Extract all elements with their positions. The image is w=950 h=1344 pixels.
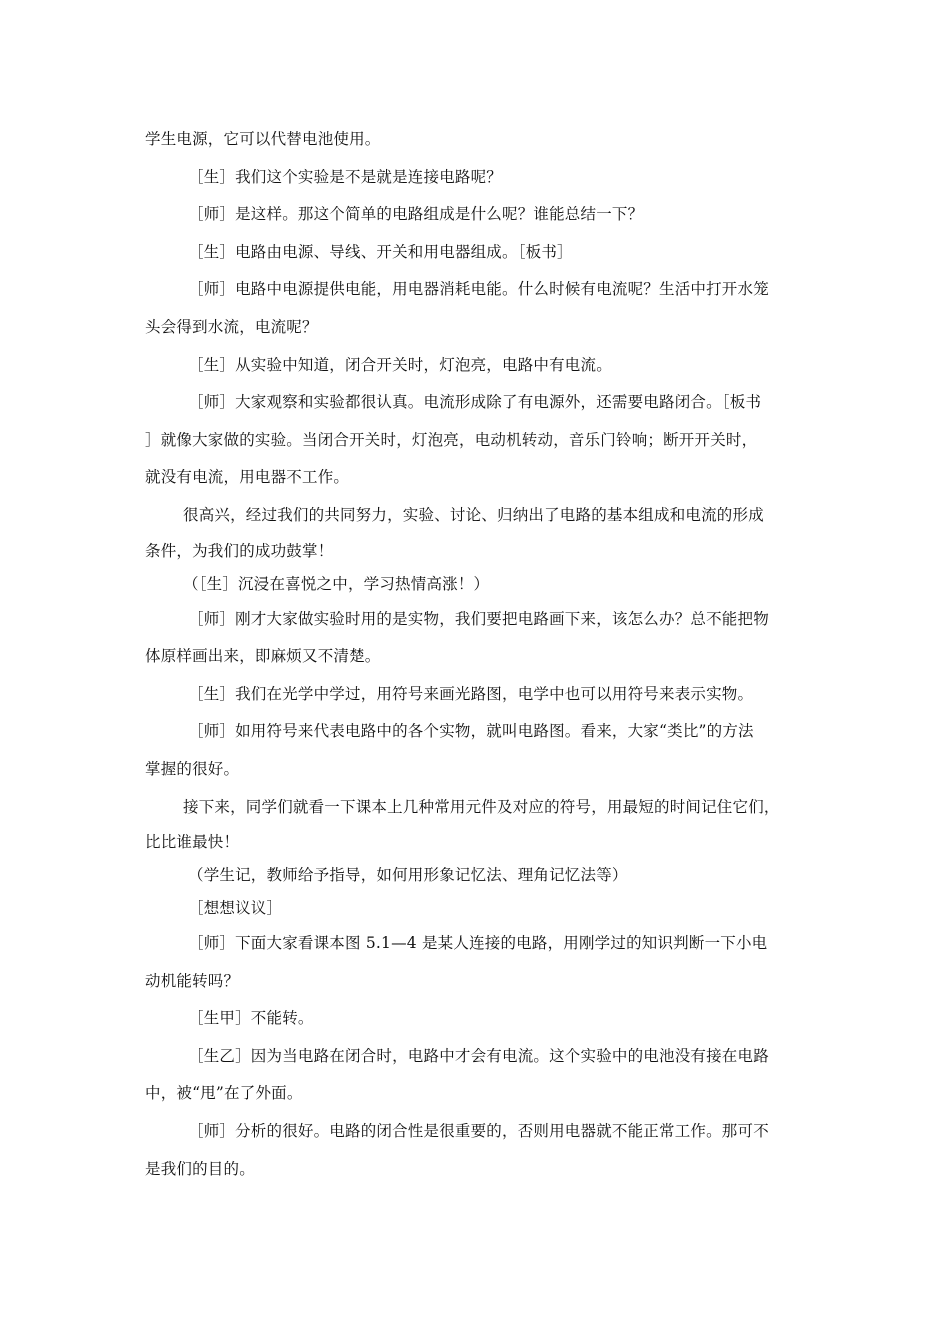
paragraph-line: 比比谁最快！ xyxy=(145,833,240,852)
paragraph-line: 学生电源，它可以代替电池使用。 xyxy=(145,130,381,148)
paragraph-line: ［师］是这样。那这个简单的电路组成是什么呢？谁能总结一下？ xyxy=(188,205,644,224)
paragraph-line: （［生］沉浸在喜悦之中，学习热情高涨！） xyxy=(183,574,490,593)
paragraph-line: 动机能转吗？ xyxy=(145,971,240,990)
paragraph-line: 中，被“甩”在了外面。 xyxy=(145,1084,303,1103)
paragraph-line: ［师］分析的很好。电路的闭合性是很重要的，否则用电器就不能正常工作。那可不 xyxy=(188,1122,769,1141)
paragraph-line: ［师］下面大家看课本图 5.1—4 是某人连接的电路，用刚学过的知识判断一下小电 xyxy=(188,934,768,953)
paragraph-line: 条件，为我们的成功鼓掌！ xyxy=(145,541,334,560)
paragraph-line: 体原样画出来，即麻烦又不清楚。 xyxy=(145,647,381,666)
paragraph-line: ［生乙］因为当电路在闭合时，电路中才会有电流。这个实验中的电池没有接在电路 xyxy=(188,1046,769,1065)
paragraph-line: 头会得到水流，电流呢？ xyxy=(145,317,318,336)
paragraph-line: 是我们的目的。 xyxy=(145,1159,255,1178)
paragraph-line: ［师］刚才大家做实验时用的是实物，我们要把电路画下来，该怎么办？总不能把物 xyxy=(188,609,769,628)
paragraph-line: ［生］我们这个实验是不是就是连接电路呢？ xyxy=(188,167,503,186)
paragraph-line: ］就像大家做的实验。当闭合开关时，灯泡亮，电动机转动，音乐门铃响；断开开关时， xyxy=(145,430,758,449)
paragraph-line: ［生］从实验中知道，闭合开关时，灯泡亮，电路中有电流。 xyxy=(188,355,612,374)
paragraph-line: 掌握的很好。 xyxy=(145,759,240,778)
paragraph-line: ［师］如用符号来代表电路中的各个实物，就叫电路图。看来，大家“类比”的方法 xyxy=(188,722,754,741)
paragraph-line: ［生］电路由电源、导线、开关和用电器组成。［板书］ xyxy=(188,242,573,261)
paragraph-line: 接下来，同学们就看一下课本上几种常用元件及对应的符号，用最短的时间记住它们， xyxy=(183,797,780,816)
paragraph-line: ［生］我们在光学中学过，用符号来画光路图，电学中也可以用符号来表示实物。 xyxy=(188,684,754,703)
document-body xyxy=(145,121,810,1188)
paragraph-line: ［师］大家观察和实验都很认真。电流形成除了有电源外，还需要电路闭合。［板书 xyxy=(188,393,762,412)
paragraph-line: 就没有电流，用电器不工作。 xyxy=(145,468,350,487)
paragraph-line: 很高兴，经过我们的共同努力，实验、讨论、归纳出了电路的基本组成和电流的形成 xyxy=(183,505,764,524)
paragraph-line: （学生记，教师给予指导，如何用形象记忆法、理角记忆法等） xyxy=(188,866,628,885)
paragraph-line: ［想想议议］ xyxy=(188,899,283,918)
paragraph-line: ［师］电路中电源提供电能，用电器消耗电能。什么时候有电流呢？生活中打开水笼 xyxy=(188,280,769,299)
paragraph-line: ［生甲］不能转。 xyxy=(188,1009,314,1028)
